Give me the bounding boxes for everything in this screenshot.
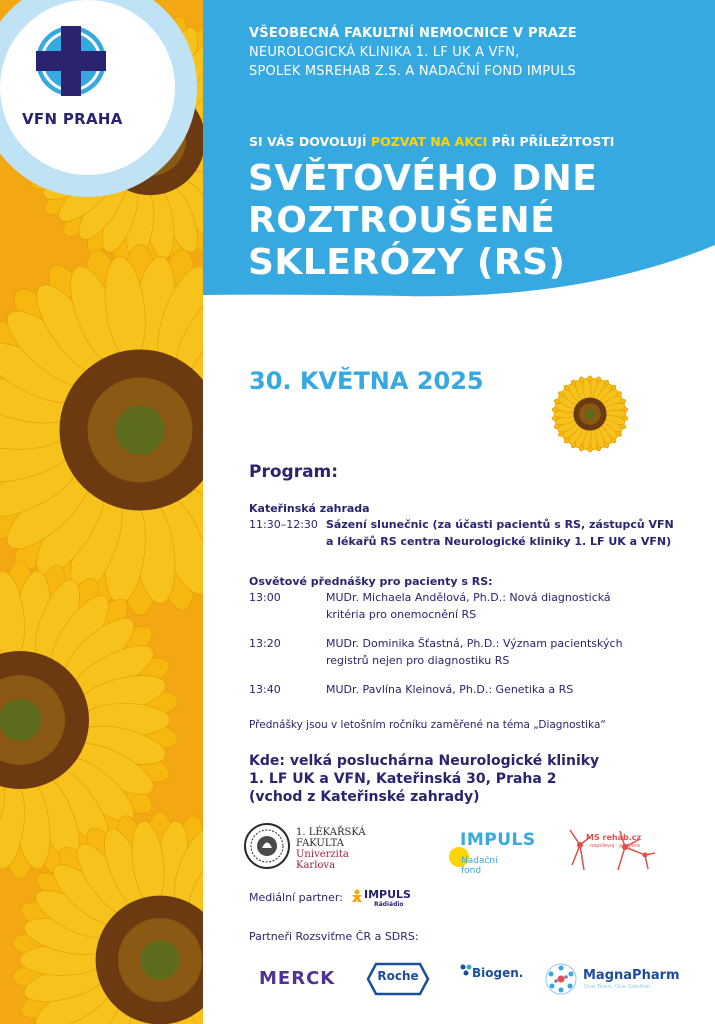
program-item-4: MUDr. Pavlína Kleinová, Ph.D.: Genetika a RS: [326, 683, 574, 696]
magnapharm-logo: MagnaPharm: [583, 968, 680, 983]
org-line-3: SPOLEK MSREHAB Z.S. A NADAČNÍ FOND IMPULS: [249, 64, 576, 79]
magnapharm-molecule-icon: [544, 962, 578, 996]
time-1: 11:30–12:30: [249, 518, 318, 531]
time-4: 13:40: [249, 683, 281, 696]
venue-info: Kde: velká posluchárna Neurologické kliniky 1. LF UK a VFN, Kateřinská 30, Praha 2 (vchod z Kateřinské zahrady): [249, 753, 600, 805]
biogen-logo: Biogen.: [472, 966, 524, 980]
lf-uk-logo: 1. LÉKAŘSKÁ FAKULTA Univerzita Karlova: [244, 823, 384, 871]
event-title: SVĚTOVÉHO DNE ROZTROUŠENÉ SKLERÓZY (RS): [248, 158, 598, 283]
program-item-1: Sázení slunečnic (za účasti pacientů s RS, zástupců VFN a lékařů RS centra Neurologické kliniky 1. LF UK a VFN): [326, 518, 674, 548]
biogen-dots-icon: [460, 964, 472, 976]
program-item-3: MUDr. Dominika Šťastná, Ph.D.: Význam pacientských registrů nejen pro diagnostiku RS: [326, 637, 623, 667]
impuls-fund-logo: IMPULS Nadační fond: [448, 828, 528, 883]
media-partner-label: Mediální partner:: [249, 891, 343, 904]
roche-logo: Roche: [377, 969, 419, 983]
sunflower-icon: [550, 374, 630, 454]
time-3: 13:20: [249, 637, 281, 650]
radio-figure-icon: [350, 889, 364, 903]
time-2: 13:00: [249, 591, 281, 604]
small-sunflower: [552, 376, 629, 452]
merck-logo: MERCK: [259, 968, 336, 989]
program-heading: Program:: [249, 462, 339, 482]
impuls-radio-logo: IMPULS Rádiádio: [350, 886, 420, 912]
section-garden: Kateřinská zahrada: [249, 502, 370, 515]
vfn-logo-badge: [0, 0, 175, 175]
program-item-2: MUDr. Michaela Andělová, Ph.D.: Nová diagnostická kritéria pro onemocnění RS: [326, 591, 611, 621]
org-line-2: NEUROLOGICKÁ KLINIKA 1. LF UK A VFN,: [249, 45, 520, 60]
program-note: Přednášky jsou v letošním ročníku zaměřené na téma „Diagnostika“: [249, 719, 606, 731]
magnapharm-tagline: One Team. One Solution.: [584, 984, 653, 990]
msrehab-logo: MS rehab.cz nepolevuj · podpora: [560, 825, 665, 875]
partners-label: Partneři Rozsviťme ČR a SDRS:: [249, 930, 419, 943]
university-seal-icon: [244, 823, 290, 869]
sunflower-middle: [0, 245, 203, 616]
event-date: 30. KVĚTNA 2025: [249, 367, 484, 395]
logo-text: VFN PRAHA: [22, 110, 123, 128]
section-lectures: Osvětové přednášky pro pacienty s RS:: [249, 575, 493, 588]
invite-highlight: POZVAT NA AKCI: [370, 134, 488, 149]
org-line-1: VŠEOBECNÁ FAKULTNÍ NEMOCNICE V PRAZE: [249, 26, 577, 41]
invite-line: SI VÁS DOVOLUJÍ POZVAT NA AKCI PŘI PŘÍLEŽITOSTI: [249, 134, 615, 149]
